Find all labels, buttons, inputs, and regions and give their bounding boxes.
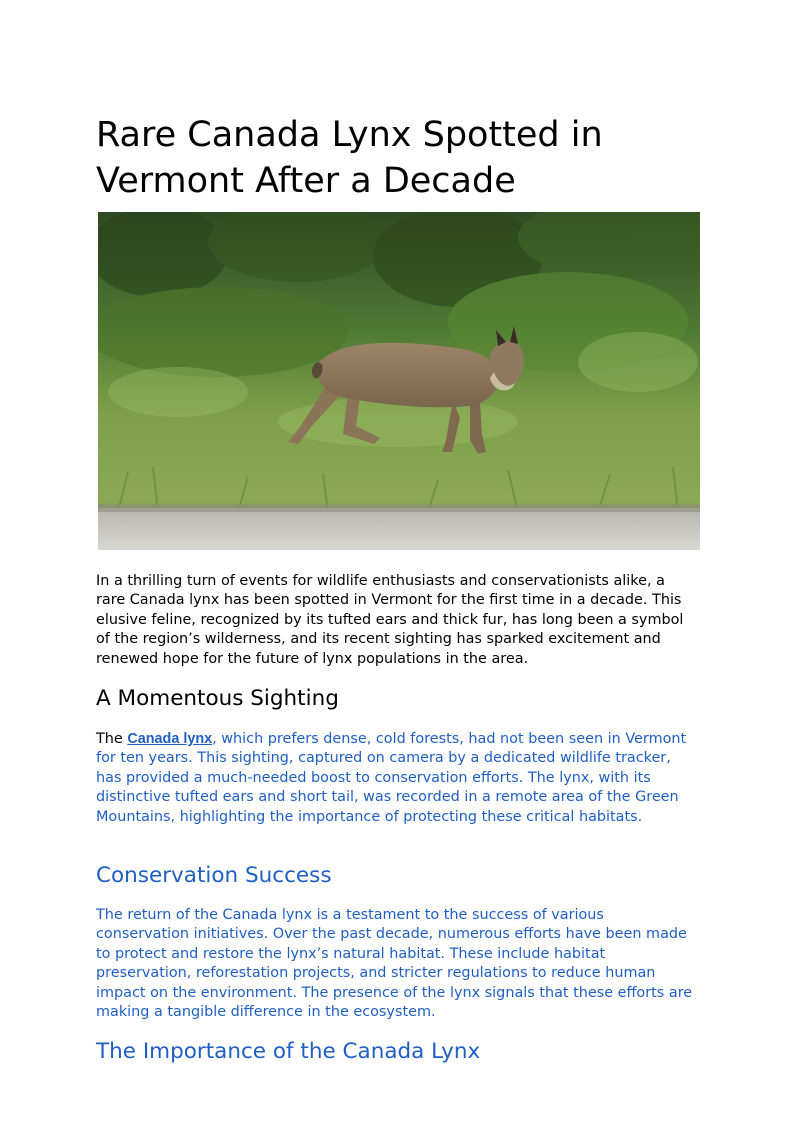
article-title: Rare Canada Lynx Spotted in Vermont After a Decade [96,115,603,201]
section-heading-sighting: A Momentous Sighting [96,686,339,711]
intro-paragraph: In a thrilling turn of events for wildlife enthusiasts and conservationists alike, a rare Canada lynx has been spotted in Vermont for the first time in a decade. This elusive feline, recognized by its tufted ears and thick fur, has long been a symbol of the region’s wilderness, and its recent sighting has sparked excitement and renewed hope for the future of lynx populations in the area. [96,573,684,667]
section-heading-importance: The Importance of the Canada Lynx [96,1039,481,1064]
lynx-photo [98,212,700,550]
sighting-body: , which prefers dense, cold forests, had not been seen in Vermont for ten years. This sighting, captured on camera by a dedicated wildlife tracker, has provided a much-needed boost to conservation efforts. The lynx, with its distinctive tufted ears and short tail, was recorded in a remote area of the Green Mountains, highlighting the importance of protecting these critical habitats. [96,731,687,825]
canada-lynx-link[interactable]: Canada lynx [127,731,213,747]
sighting-paragraph [96,730,696,827]
sighting-lead: The [96,731,128,747]
section-heading-conservation: Conservation Success [96,863,332,888]
conservation-paragraph: The return of the Canada lynx is a testament to the success of various conservation initiatives. Over the past decade, numerous efforts have been made to protect and restore the lynx’s natural habitat. These include habitat preservation, reforestation projects, and stricter regulations to reduce human impact on the environment. The presence of the lynx signals that these efforts are making a tangible difference in the ecosystem. [96,907,693,1021]
